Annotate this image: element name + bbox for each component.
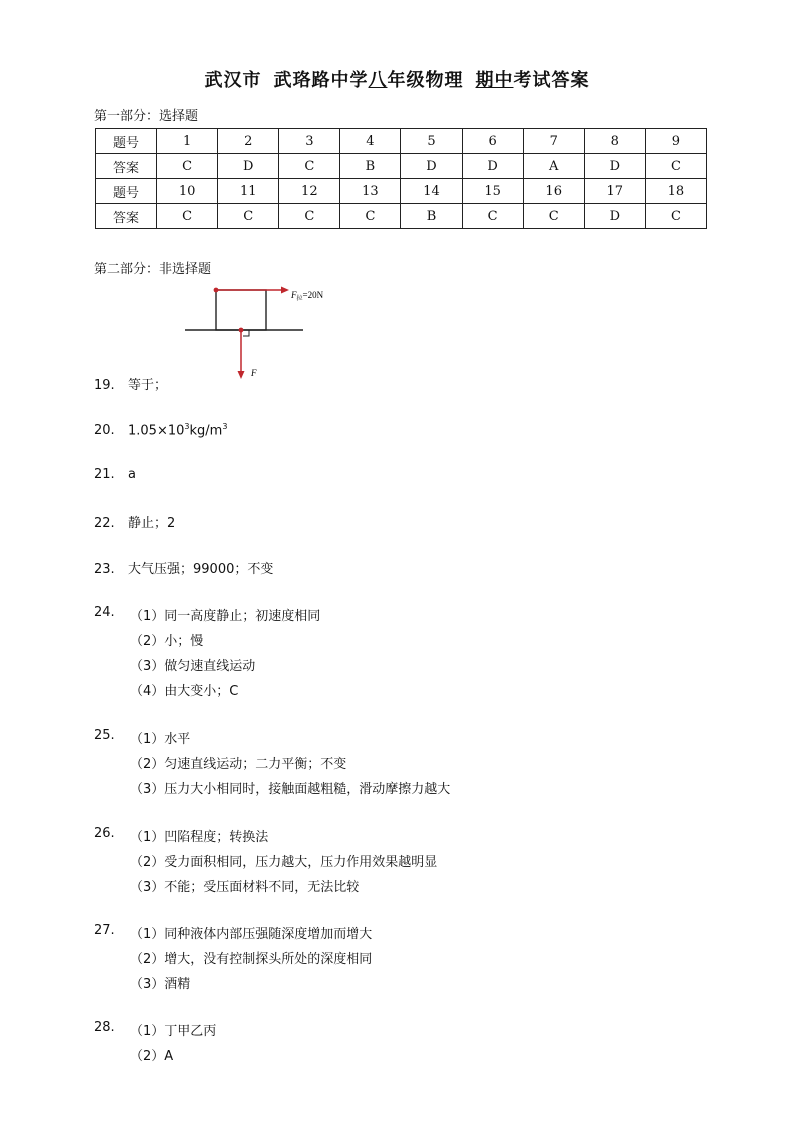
question-number: 16 — [523, 179, 584, 204]
title-grade-subject: 年级物理 — [387, 70, 464, 91]
sub-answer: （2）小；慢 — [130, 634, 204, 649]
title-school: 武珞路中学 — [273, 70, 369, 91]
row-header-question: 题号 — [96, 179, 157, 204]
row-header-answer: 答案 — [96, 204, 157, 229]
question-27-number: 27. — [94, 923, 115, 938]
answer-cell: C — [218, 204, 279, 229]
sub-answer: （1）同种液体内部压强随深度增加而增大 — [130, 927, 373, 942]
question-number: 18 — [645, 179, 706, 204]
right-angle-mark — [243, 330, 249, 336]
question-answer: a — [128, 467, 136, 482]
question-number: 7 — [523, 129, 584, 154]
question-number: 1 — [157, 129, 218, 154]
question-number: 13 — [340, 179, 401, 204]
sub-answer: （3）压力大小相同时，接触面越粗糙，滑动摩擦力越大 — [130, 782, 451, 797]
answer-cell: C — [157, 154, 218, 179]
pressure-force-origin — [239, 328, 244, 333]
answer-cell: C — [279, 204, 340, 229]
answer-cell: C — [340, 204, 401, 229]
answer-cell: C — [523, 204, 584, 229]
question-number: 21. — [94, 467, 115, 482]
answer-cell: C — [157, 204, 218, 229]
question-number: 20. — [94, 423, 115, 439]
title-city: 武汉市 — [204, 70, 262, 91]
block — [216, 290, 266, 330]
sub-answer: （2）受力面积相同，压力越大，压力作用效果越明显 — [130, 855, 438, 870]
question-number: 10 — [157, 179, 218, 204]
question-24-number: 24. — [94, 605, 115, 620]
answer-cell: D — [584, 204, 645, 229]
answer-cell: A — [523, 154, 584, 179]
row-header-question: 题号 — [96, 129, 157, 154]
question-number: 23. — [94, 562, 115, 577]
part2-label: 第二部分：非选择题 — [94, 262, 212, 277]
question-25-number: 25. — [94, 728, 115, 743]
exponent: 3 — [222, 422, 228, 431]
sub-answer: （1）水平 — [130, 732, 191, 747]
answer-cell: D — [218, 154, 279, 179]
answer-unit: kg/m — [189, 423, 223, 439]
answer-cell: C — [645, 204, 706, 229]
question-number: 15 — [462, 179, 523, 204]
answer-cell: B — [401, 204, 462, 229]
table-row — [96, 179, 707, 204]
question-number: 6 — [462, 129, 523, 154]
table-row — [96, 204, 707, 229]
question-22 — [94, 512, 175, 531]
question-20 — [94, 422, 227, 438]
pressure-force-label: F — [251, 368, 257, 378]
pull-force-arrowhead — [281, 287, 289, 294]
question-19 — [94, 374, 167, 393]
question-number: 14 — [401, 179, 462, 204]
title-exam-rest: 考试答案 — [513, 70, 590, 91]
question-answer: 静止；2 — [128, 516, 176, 531]
question-number: 3 — [279, 129, 340, 154]
force-diagram — [183, 280, 363, 384]
answer-value: 1.05×10 — [128, 423, 185, 439]
answer-cell: D — [401, 154, 462, 179]
question-number: 12 — [279, 179, 340, 204]
table-row — [96, 129, 707, 154]
sub-answer: （1）同一高度静止；初速度相同 — [130, 609, 321, 624]
sub-answer: （3）不能；受压面材料不同，无法比较 — [130, 880, 360, 895]
sub-answer: （1）丁甲乙丙 — [130, 1024, 217, 1039]
answer-cell: B — [340, 154, 401, 179]
question-26-number: 26. — [94, 826, 115, 841]
answer-table — [95, 128, 707, 229]
question-number: 17 — [584, 179, 645, 204]
question-answer: 等于； — [128, 378, 168, 393]
question-number: 9 — [645, 129, 706, 154]
exponent: 3 — [184, 422, 190, 431]
sub-answer: （2）A — [130, 1049, 174, 1064]
question-number: 2 — [218, 129, 279, 154]
question-number: 8 — [584, 129, 645, 154]
sub-answer: （3）做匀速直线运动 — [130, 659, 256, 674]
answer-cell: D — [462, 154, 523, 179]
question-number: 19. — [94, 378, 115, 393]
answer-cell: C — [645, 154, 706, 179]
pressure-force-arrowhead — [238, 371, 245, 379]
row-header-answer: 答案 — [96, 154, 157, 179]
title-grade-underlined: 八 — [368, 70, 388, 91]
sub-answer: （2）匀速直线运动；二力平衡；不变 — [130, 757, 347, 772]
answer-cell: C — [279, 154, 340, 179]
sub-answer: （1）凹陷程度；转换法 — [130, 830, 269, 845]
question-answer: 大气压强；99000；不变 — [128, 562, 274, 577]
question-number: 11 — [218, 179, 279, 204]
pull-force-origin — [214, 288, 219, 293]
question-number: 4 — [340, 129, 401, 154]
pull-force-label: $F_拉=20N$ — [291, 290, 324, 302]
page-title — [0, 66, 794, 92]
answer-cell: D — [584, 154, 645, 179]
question-21 — [94, 467, 136, 482]
answer-cell: C — [462, 204, 523, 229]
table-row — [96, 154, 707, 179]
sub-answer: （3）酒精 — [130, 977, 191, 992]
question-28-number: 28. — [94, 1020, 115, 1035]
part1-label: 第一部分：选择题 — [94, 109, 199, 124]
title-exam-underlined: 期中 — [475, 70, 514, 91]
sub-answer: （4）由大变小；C — [130, 684, 239, 699]
question-number: 22. — [94, 516, 115, 531]
question-23 — [94, 558, 273, 577]
sub-answer: （2）增大，没有控制探头所处的深度相同 — [130, 952, 373, 967]
question-number: 5 — [401, 129, 462, 154]
